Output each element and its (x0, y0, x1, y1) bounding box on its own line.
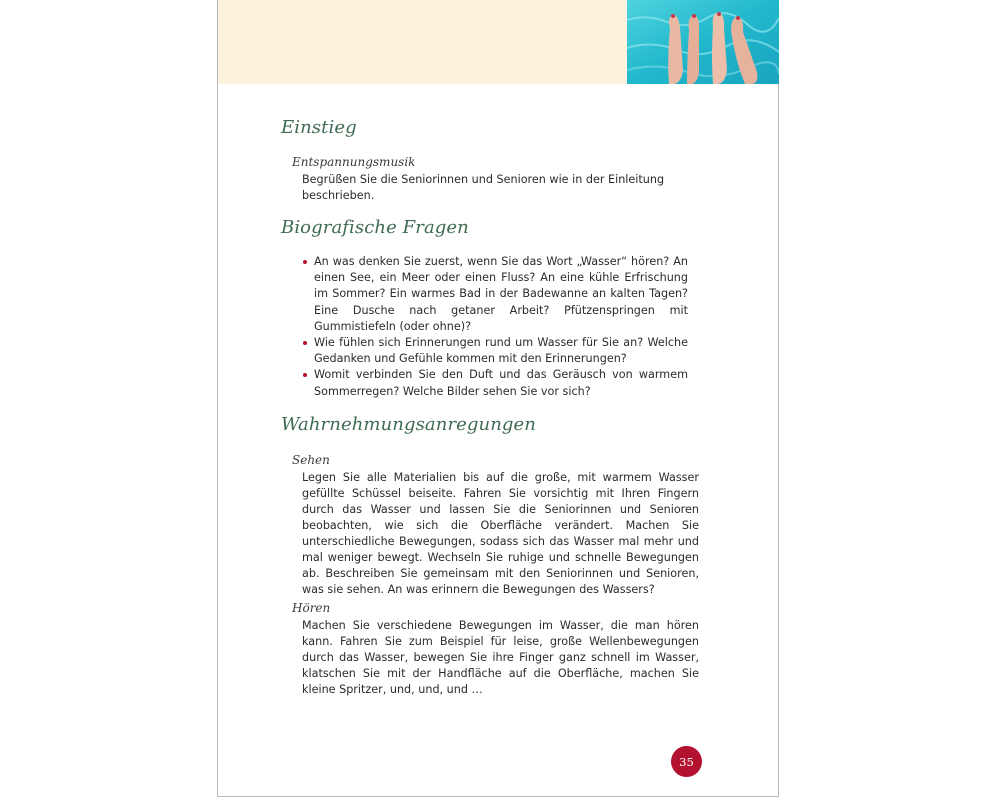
page-number: 35 (671, 746, 702, 777)
header-band (218, 0, 627, 84)
list-item: Womit verbinden Sie den Duft und das Geräusch von warmem Sommerregen? Welche Bilder sehen Sie vor sich? (302, 367, 688, 399)
heading-einstieg: Einstieg (281, 117, 357, 138)
book-page (217, 0, 779, 797)
hoeren-text: Machen Sie verschiedene Bewegungen im Wasser, die man hören kann. Fahren Sie zum Beispiel für leise, große Wellenbewegungen durch das Wasser, bewegen Sie ihre Finger ganz schnell im Wasser, klatschen Sie mit der Handfläche auf die Oberfläche, machen Sie kleine Spritzer, und, und, und … (302, 619, 699, 696)
einstieg-text: Begrüßen Sie die Seniorinnen und Senioren wie in der Einleitung beschrieben. (302, 173, 665, 202)
questions-list (302, 254, 688, 400)
heading-biografische-fragen: Biografische Fragen (281, 217, 469, 238)
list-item: Wie fühlen sich Erinnerungen rund um Wasser für Sie an? Welche Gedanken und Gefühle kommen mit den Erinnerungen? (302, 335, 688, 367)
list-item: An was denken Sie zuerst, wenn Sie das Wort „Wasser“ hören? An einen See, ein Meer oder einen Fluss? An eine kühle Erfrischung im Sommer? Ein warmes Bad in der Badewanne an kalten Tagen? Eine Dusche nach getaner Arbeit? Pfützenspringen mit Gummistiefeln (oder ohne)? (302, 254, 688, 335)
heading-wahrnehmungsanregungen: Wahrnehmungsanregungen (281, 414, 536, 435)
subtitle-sehen: Sehen (292, 453, 330, 467)
subtitle-entspannungsmusik: Entspannungsmusik (292, 155, 416, 169)
feet-in-water-image (627, 0, 779, 84)
header-photo (627, 0, 779, 84)
sehen-text: Legen Sie alle Materialien bis auf die große, mit warmem Wasser gefüllte Schüssel beiseite. Fahren Sie vorsichtig mit Ihren Fingern durch das Wasser und lassen Sie die Seniorinnen und Senioren beobachten, wie sich die Oberfläche verändert. Machen Sie unterschiedliche Bewegungen, sodass sich das Wasser mal mehr und mal weniger bewegt. Wechseln Sie ruhige und schnelle Bewegungen ab. Beschreiben Sie gemeinsam mit den Seniorinnen und Senioren, was sie sehen. An was erinnern die Bewegungen des Wassers? (302, 471, 699, 596)
subtitle-hoeren: Hören (292, 601, 331, 615)
